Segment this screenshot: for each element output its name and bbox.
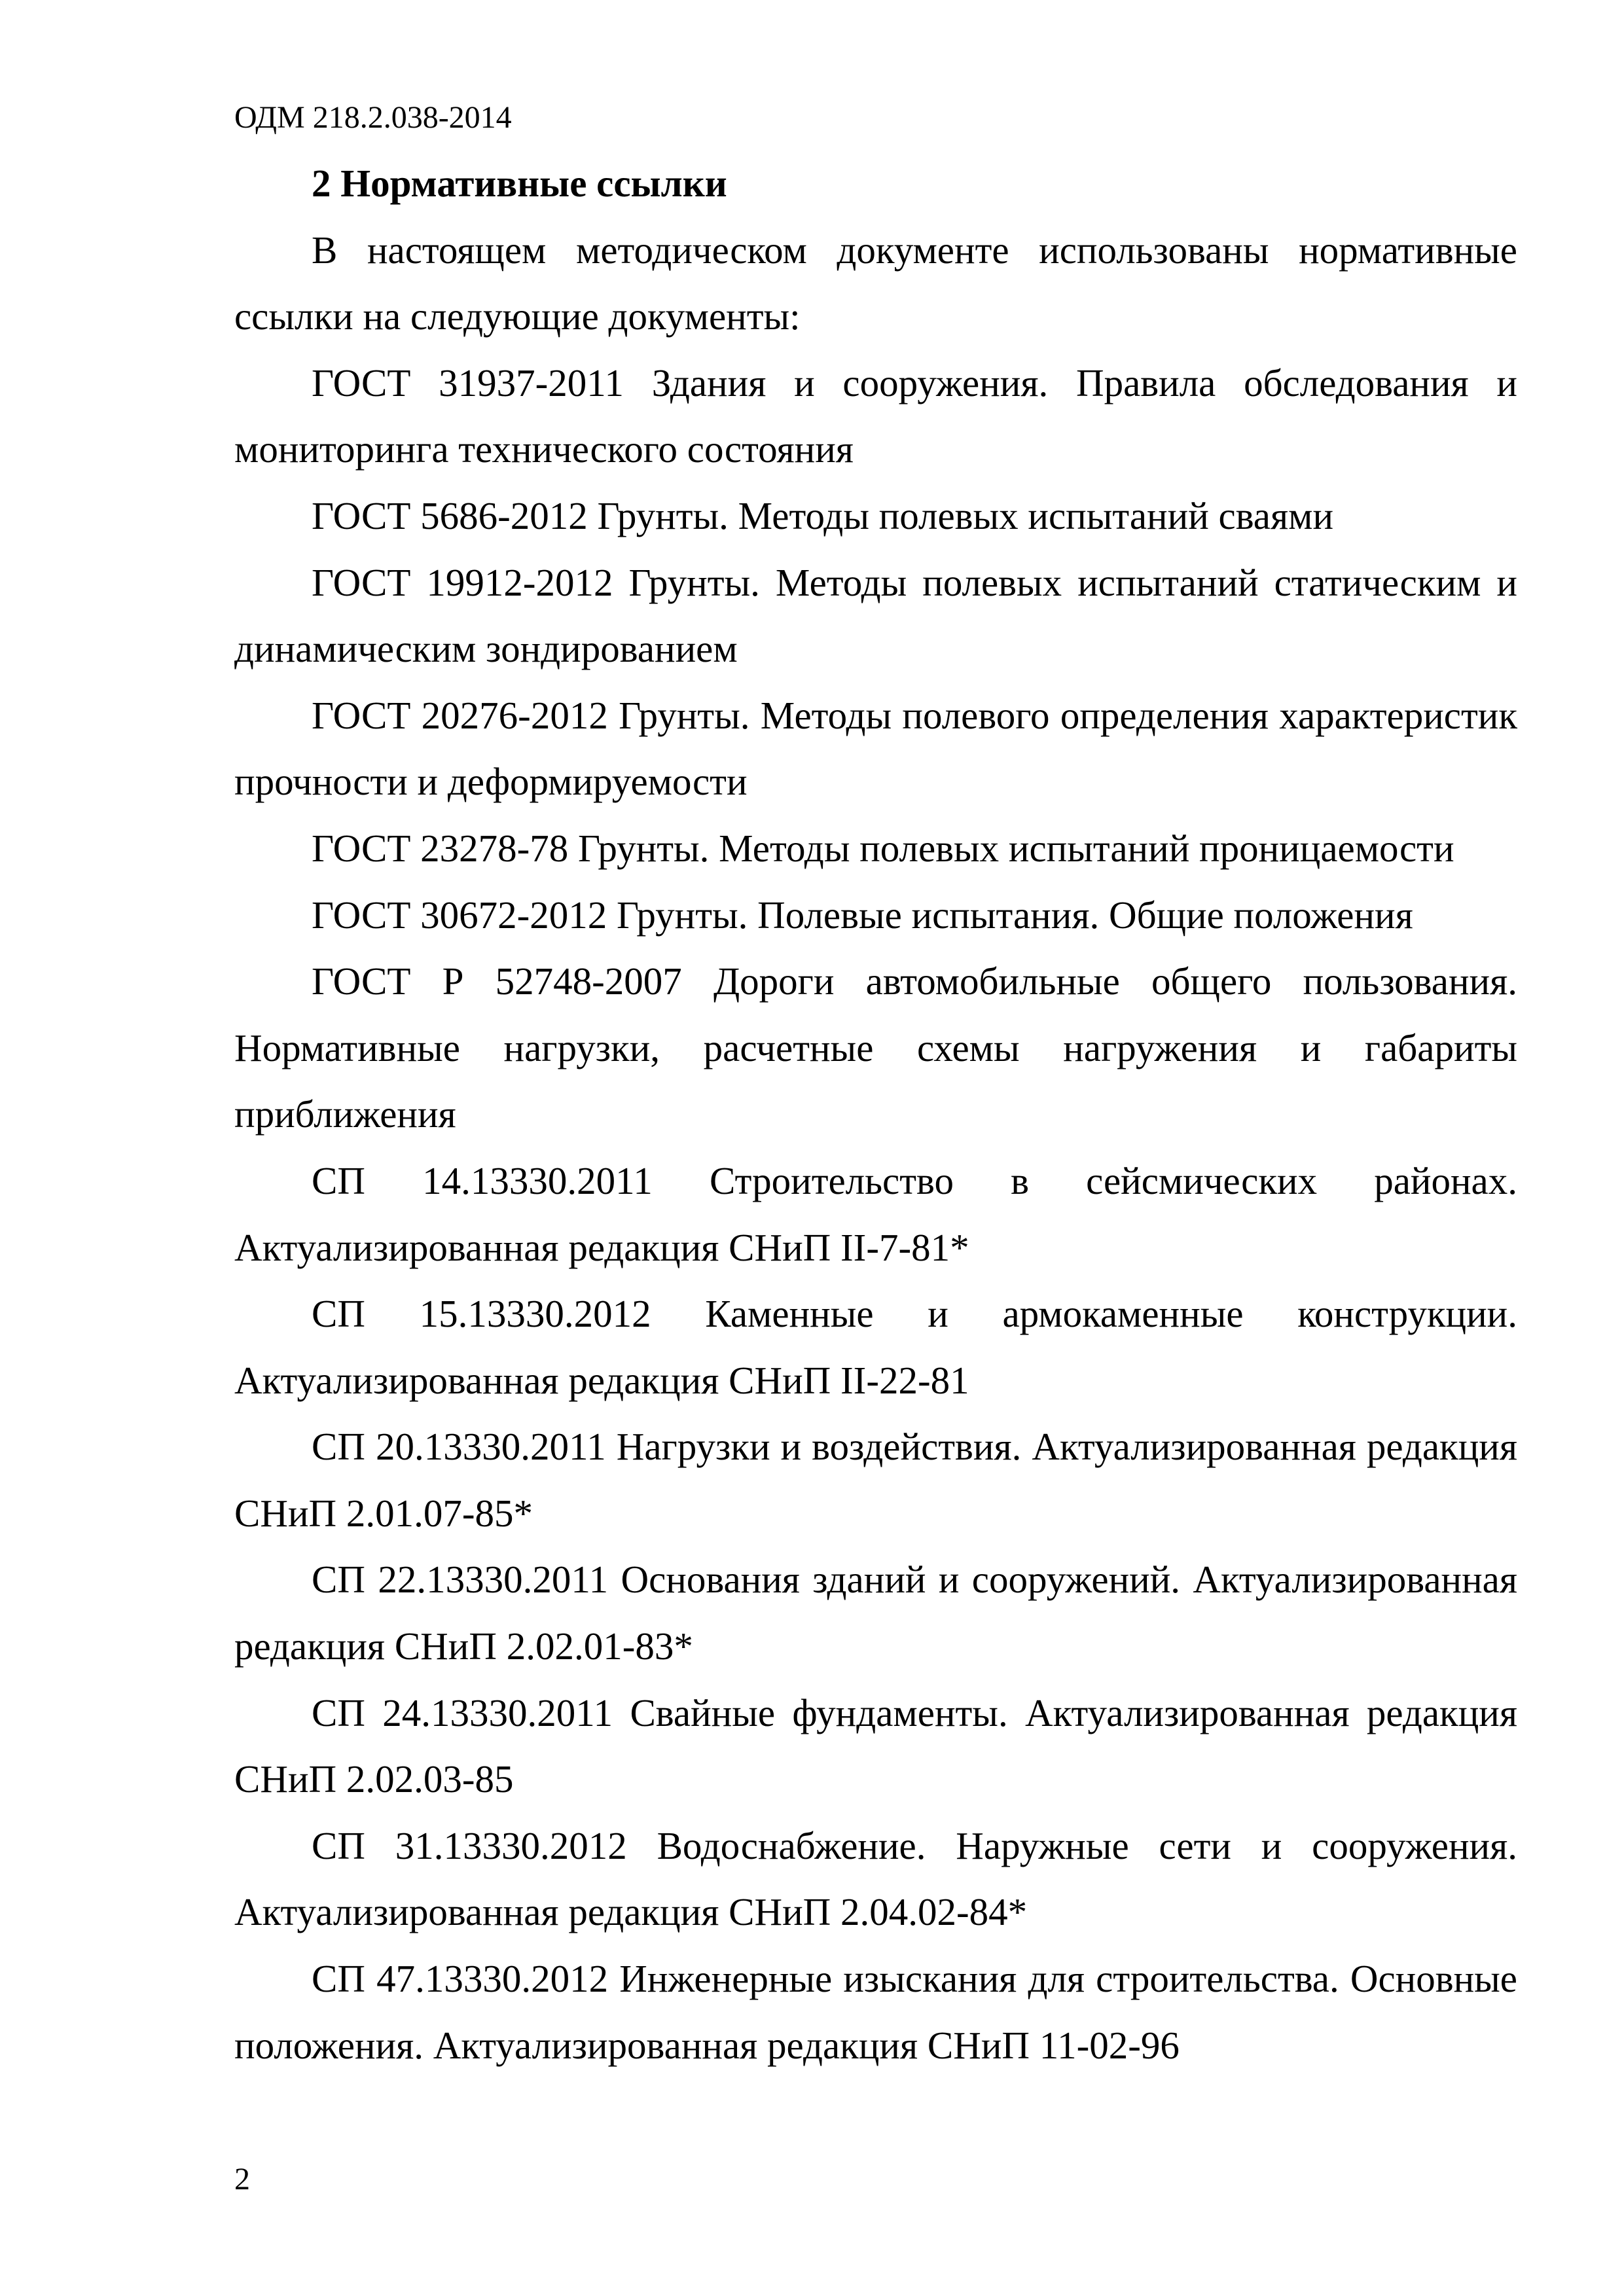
reference-item: ГОСТ 20276-2012 Грунты. Методы полевого определения характеристик прочности и деформируемости xyxy=(234,693,1517,804)
reference-item: СП 22.13330.2011 Основания зданий и сооружений. Актуализированная редакция СНиП 2.02.01-83* xyxy=(234,1558,1517,1668)
reference-item: ГОСТ Р 52748-2007 Дороги автомобильные общего пользования. Нормативные нагрузки, расчетные схемы нагружения и габариты приближения xyxy=(234,960,1517,1136)
reference-item: ГОСТ 23278-78 Грунты. Методы полевых испытаний проницаемости xyxy=(312,826,1454,870)
section-title: 2 Нормативные ссылки xyxy=(312,162,727,205)
page-number: 2 xyxy=(234,2162,250,2197)
reference-item: СП 24.13330.2011 Свайные фундаменты. Актуализированная редакция СНиП 2.02.03-85 xyxy=(234,1691,1517,1801)
reference-item: СП 15.13330.2012 Каменные и армокаменные конструкции. Актуализированная редакция СНиП II-22-81 xyxy=(234,1292,1517,1402)
reference-item: СП 14.13330.2011 Строительство в сейсмических районах. Актуализированная редакция СНиП II-7-81* xyxy=(234,1158,1517,1269)
reference-item: ГОСТ 5686-2012 Грунты. Методы полевых испытаний сваями xyxy=(312,493,1334,537)
reference-item: ГОСТ 19912-2012 Грунты. Методы полевых испытаний статическим и динамическим зондированием xyxy=(234,560,1517,671)
reference-item: СП 31.13330.2012 Водоснабжение. Наружные сети и сооружения. Актуализированная редакция СНиП 2.04.02-84* xyxy=(234,1823,1517,1934)
reference-item: ГОСТ 31937-2011 Здания и сооружения. Правила обследования и мониторинга технического состояния xyxy=(234,361,1517,471)
section-intro: В настоящем методическом документе использованы нормативные ссылки на следующие документы: xyxy=(234,228,1517,338)
reference-item: СП 47.13330.2012 Инженерные изыскания для строительства. Основные положения. Актуализированная редакция СНиП 11-02-96 xyxy=(234,1957,1517,2067)
document-code: ОДМ 218.2.038-2014 xyxy=(234,100,512,135)
reference-item: ГОСТ 30672-2012 Грунты. Полевые испытания. Общие положения xyxy=(312,893,1413,937)
reference-item: СП 20.13330.2011 Нагрузки и воздействия. Актуализированная редакция СНиП 2.01.07-85* xyxy=(234,1425,1517,1535)
page-body xyxy=(234,151,1517,2079)
